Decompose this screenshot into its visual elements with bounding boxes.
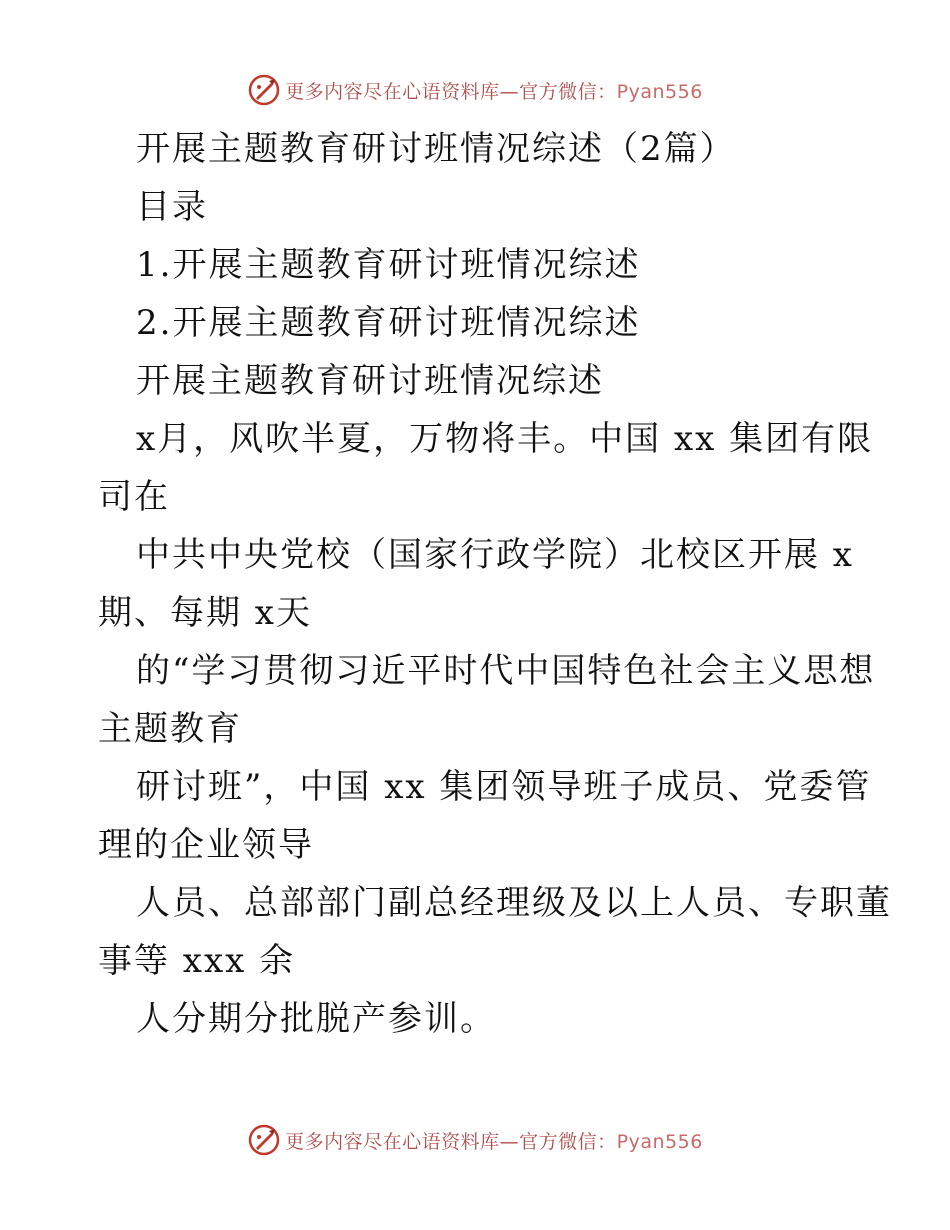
- section-title: 开展主题教育研讨班情况综述: [136, 361, 604, 401]
- wechat-id: Pyan556: [616, 1130, 703, 1153]
- paragraph-line: 事等 xxx 余: [98, 941, 296, 981]
- quill-pen-logo-icon: [247, 1123, 281, 1157]
- toc-heading: 目录: [136, 187, 208, 227]
- paragraph-line: 主题教育: [98, 709, 242, 749]
- toc-item-2: 2.开展主题教育研讨班情况综述: [136, 303, 641, 343]
- paragraph-line: 研讨班”，中国 xx 集团领导班子成员、党委管: [136, 767, 872, 807]
- document-title: 开展主题教育研讨班情况综述（2篇）: [136, 129, 736, 169]
- paragraph-line: 的“学习贯彻习近平时代中国特色社会主义思想: [136, 651, 876, 691]
- wechat-id: Pyan556: [616, 80, 703, 103]
- header-banner: [0, 70, 950, 110]
- paragraph-line: 期、每期 x天: [98, 593, 312, 633]
- toc-item-1: 1.开展主题教育研讨班情况综述: [136, 245, 641, 285]
- paragraph-line: x月，风吹半夏，万物将丰。中国 xx 集团有限: [136, 419, 874, 459]
- banner-text: 更多内容尽在心语资料库—官方微信：Pyan556: [285, 80, 703, 103]
- paragraph-line: 理的企业领导: [98, 825, 314, 865]
- document-body: [98, 120, 892, 1048]
- paragraph-line: 司在: [98, 477, 170, 517]
- footer-banner: [0, 1120, 950, 1160]
- paragraph-line: 人分期分批脱产参训。: [136, 999, 496, 1039]
- paragraph-line: 人员、总部部门副总经理级及以上人员、专职董: [136, 883, 892, 923]
- banner-text: 更多内容尽在心语资料库—官方微信：Pyan556: [285, 1130, 703, 1153]
- paragraph-line: 中共中央党校（国家行政学院）北校区开展 x: [136, 535, 854, 575]
- quill-pen-logo-icon: [247, 73, 281, 107]
